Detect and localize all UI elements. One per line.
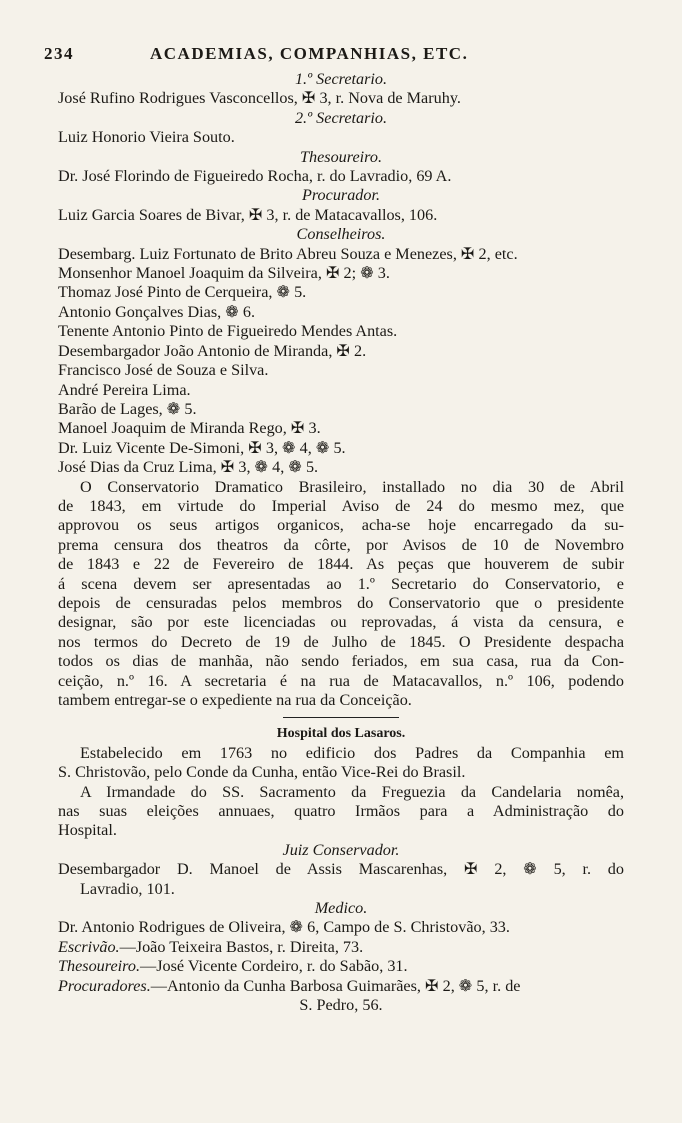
page-body (58, 70, 624, 1016)
entry-primeiro-secretario: José Rufino Rodrigues Vasconcellos, ✠ 3, r. Nova de Maruhy. (58, 89, 461, 108)
paragraph-line: Estabelecido em 1763 no edificio dos Padres da Companhia em (80, 743, 624, 762)
list-item: Desembargador João Antonio de Miranda, ✠ 2. (58, 341, 367, 360)
paragraph-line: de 1843, em virtude do Imperial Aviso de 24 do mesmo mez, que (58, 496, 624, 515)
section-divider (283, 717, 399, 718)
heading-conselheiros: Conselheiros. (296, 225, 386, 244)
procuradores-text: —Antonio da Cunha Barbosa Guimarães, ✠ 2, ❁ 5, r. de (150, 976, 521, 995)
hospital-paragraph-2 (58, 783, 624, 841)
conselheiros-list (58, 245, 624, 478)
hospital-paragraph-1 (58, 744, 624, 783)
paragraph-line: A Irmandade do SS. Sacramento da Freguezia da Candelaria nomêa, (80, 782, 624, 801)
paragraph-line: approvou os seus artigos organicos, acha-se hoje encarregado da su- (58, 516, 624, 535)
paragraph-line: prema censura dos theatros da côrte, por Avisos de 10 de Novembro (58, 535, 624, 554)
paragraph-line: nos termos do Decreto de 19 de Julho de 1845. O Presidente despacha (58, 632, 624, 651)
page-number: 234 (44, 44, 74, 63)
list-item: Francisco José de Souza e Silva. (58, 361, 269, 380)
heading-medico: Medico. (314, 899, 368, 918)
paragraph-line: de 1843 e 22 de Fevereiro de 1844. As peças que houverem de subir (58, 555, 624, 574)
list-item: Tenente Antonio Pinto de Figueiredo Mendes Antas. (58, 322, 398, 341)
list-item: Thomaz José Pinto de Cerqueira, ❁ 5. (58, 283, 307, 302)
entry-procurador: Luiz Garcia Soares de Bivar, ✠ 3, r. de Matacavallos, 106. (58, 205, 438, 224)
heading-procurador: Procurador. (301, 186, 381, 205)
paragraph-line: todos os dias de manhãa, não sendo feriados, em sua casa, rua da Con- (58, 652, 624, 671)
thesoureiro-text: —José Vicente Cordeiro, r. do Sabão, 31. (140, 957, 408, 976)
entry-procuradores-cont: S. Pedro, 56. (299, 996, 383, 1015)
entry-segundo-secretario: Luiz Honorio Vieira Souto. (58, 128, 235, 147)
list-item: Barão de Lages, ❁ 5. (58, 399, 197, 418)
conservatorio-paragraph (58, 478, 624, 711)
entry-escrivao (58, 938, 624, 957)
paragraph-line: depois de censuradas pelos membros do Conservatorio que o presidente (58, 593, 624, 612)
list-item: Dr. Luiz Vicente De-Simoni, ✠ 3, ❁ 4, ❁ 5. (58, 438, 346, 457)
list-item: André Pereira Lima. (58, 380, 191, 399)
list-item: Desembarg. Luiz Fortunato de Brito Abreu Souza e Menezes, ✠ 2, etc. (58, 244, 518, 263)
entry-medico: Dr. Antonio Rodrigues de Oliveira, ❁ 6, Campo de S. Christovão, 33. (58, 918, 510, 937)
paragraph-line: designar, são por este licenciadas ou reprovadas, á vista da censura, e (58, 613, 624, 632)
paragraph-line: ceição, n.º 16. A secretaria é na rua de Matacavallos, n.º 106, podendo (58, 671, 624, 690)
running-title: ACADEMIAS, COMPANHIAS, ETC. (150, 44, 469, 63)
escrivao-label: Escrivão. (58, 937, 120, 956)
entry-procuradores (58, 977, 624, 996)
entry-thesoureiro: Dr. José Florindo de Figueiredo Rocha, r. do Lavradio, 69 A. (58, 167, 452, 186)
list-item: Manoel Joaquim de Miranda Rego, ✠ 3. (58, 419, 321, 438)
paragraph-line: S. Christovão, pelo Conde da Cunha, então Vice-Rei do Brasil. (58, 763, 466, 782)
paragraph-line: O Conservatorio Dramatico Brasileiro, installado no dia 30 de Abril (80, 477, 624, 496)
heading-segundo-secretario: 2.º Secretario. (294, 108, 388, 127)
entry-juiz-conservador: Desembargador D. Manoel de Assis Mascarenhas, ✠ 2, ❁ 5, r. do (58, 860, 624, 879)
escrivao-text: —João Teixeira Bastos, r. Direita, 73. (119, 937, 364, 956)
heading-primeiro-secretario: 1.º Secretario. (294, 70, 388, 88)
paragraph-line: á scena devem ser apresentadas ao 1.º Secretario do Conservatorio, e (58, 574, 624, 593)
hospital-heading: Hospital dos Lasaros. (276, 726, 406, 742)
paragraph-line: nas suas eleições annuaes, quatro Irmãos para a Administração do (58, 802, 624, 821)
paragraph-line: Hospital. (58, 821, 117, 840)
list-item: Monsenhor Manoel Joaquim da Silveira, ✠ 2; ❁ 3. (58, 264, 390, 283)
entry-thesoureiro-hospital (58, 957, 624, 976)
heading-juiz-conservador: Juiz Conservador. (282, 840, 400, 859)
heading-thesoureiro: Thesoureiro. (300, 147, 382, 166)
procuradores-label: Procuradores. (58, 976, 151, 995)
paragraph-line: tambem entregar-se o expediente na rua da Conceição. (58, 691, 412, 709)
list-item: José Dias da Cruz Lima, ✠ 3, ❁ 4, ❁ 5. (58, 458, 319, 477)
entry-juiz-conservador-cont: Lavradio, 101. (80, 879, 175, 898)
thesoureiro-label: Thesoureiro. (58, 957, 140, 976)
list-item: Antonio Gonçalves Dias, ❁ 6. (58, 302, 255, 321)
